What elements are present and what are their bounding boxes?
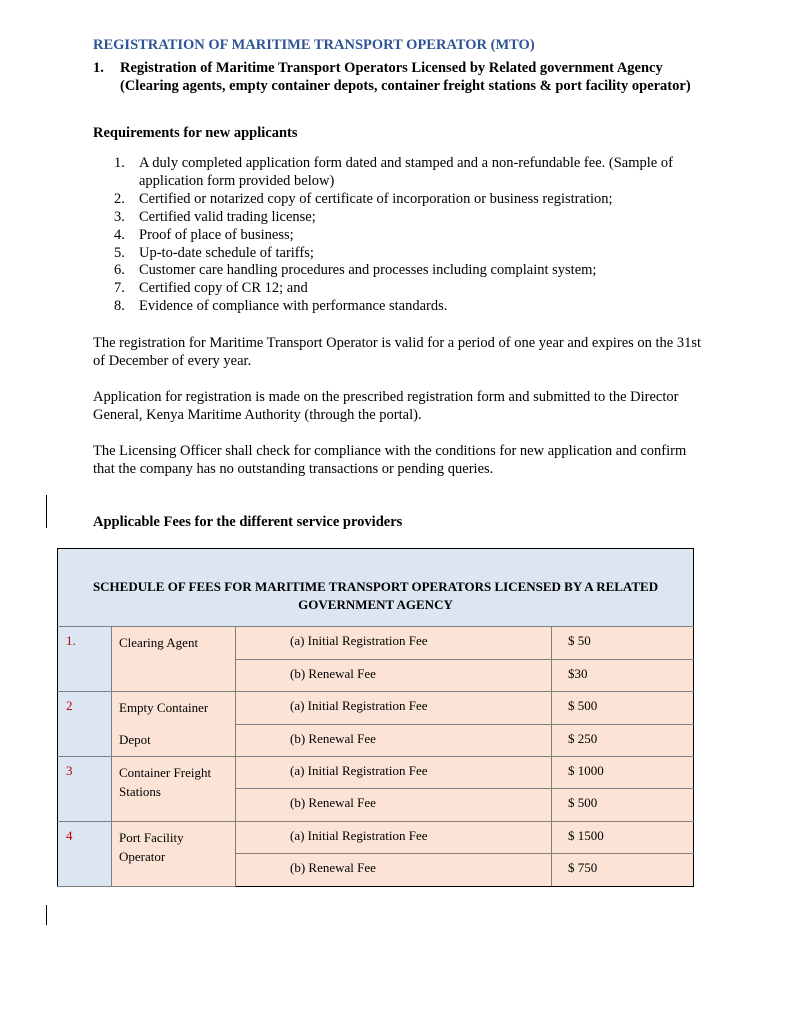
section-1-title: Registration of Maritime Transport Operators Licensed by Related government Agency (Clearing agents, empty container depots, container freight stations & port facility operator) (120, 60, 691, 94)
main-heading: REGISTRATION OF MARITIME TRANSPORT OPERATOR (MTO) (93, 37, 535, 53)
fee-item: (b) Renewal Fee (236, 789, 552, 821)
row-index: 2 (58, 692, 112, 757)
provider-name (112, 821, 236, 886)
list-item-number: 2. (114, 190, 125, 207)
row-index: 1. (58, 627, 112, 692)
fee-item: (a) Initial Registration Fee (236, 627, 552, 659)
provider-name (112, 692, 236, 757)
provider-line: Port Facility (119, 829, 184, 845)
table-header: SCHEDULE OF FEES FOR MARITIME TRANSPORT OPERATORS LICENSED BY A RELATED GOVERNMENT AGENCY (58, 549, 694, 627)
fee-amount: $30 (552, 659, 694, 691)
fee-item: (a) Initial Registration Fee (236, 757, 552, 789)
row-index: 3 (58, 757, 112, 822)
fees-heading: Applicable Fees for the different service providers (93, 514, 403, 530)
validity-paragraph: The registration for Maritime Transport Operator is valid for a period of one year and expires on the 31st of December of every year. (93, 335, 702, 369)
list-item (93, 280, 703, 298)
fee-item: (b) Renewal Fee (236, 659, 552, 691)
provider-line: Depot (119, 732, 151, 748)
provider-name (112, 627, 236, 692)
licensing-paragraph: The Licensing Officer shall check for compliance with the conditions for new application and confirm that the company has no outstanding transactions or pending queries. (93, 443, 687, 477)
list-item-number: 4. (114, 226, 125, 243)
fee-item: (b) Renewal Fee (236, 724, 552, 756)
list-item (93, 191, 703, 209)
provider-line: Empty Container (119, 700, 209, 716)
fee-amount: $ 1500 (552, 821, 694, 853)
fee-amount: $ 750 (552, 854, 694, 887)
list-item (93, 245, 703, 263)
provider-line: Clearing Agent (119, 635, 199, 651)
fee-item: (b) Renewal Fee (236, 854, 552, 887)
fee-item: (a) Initial Registration Fee (236, 692, 552, 724)
list-item (93, 209, 703, 227)
list-item-text: Evidence of compliance with performance standards. (139, 298, 448, 315)
application-paragraph: Application for registration is made on the prescribed registration form and submitted to the Director General, Kenya Maritime Authority (through the portal). (93, 389, 679, 423)
table-header-row (58, 549, 694, 627)
section-1-number: 1. (93, 60, 104, 76)
text-cursor (46, 495, 47, 528)
provider-line: Container Freight (119, 765, 212, 781)
text-cursor (46, 905, 47, 925)
list-item (93, 227, 703, 245)
list-item (93, 155, 703, 191)
list-item-text: Certified or notarized copy of certificate of incorporation or business registration; (139, 190, 613, 207)
provider-line: Stations (119, 784, 161, 800)
fee-amount: $ 500 (552, 789, 694, 821)
list-item-number: 1. (114, 155, 125, 171)
table-row (58, 627, 694, 659)
list-item-text: Certified copy of CR 12; and (139, 280, 308, 297)
list-item-text: Customer care handling procedures and processes including complaint system; (139, 262, 597, 279)
list-item-text: Proof of place of business; (139, 226, 294, 243)
table-row (58, 757, 694, 789)
fee-item: (a) Initial Registration Fee (236, 821, 552, 853)
requirements-list (93, 155, 703, 316)
fee-amount: $ 1000 (552, 757, 694, 789)
fee-amount: $ 50 (552, 627, 694, 659)
list-item-text: Certified valid trading license; (139, 208, 316, 225)
list-item (93, 262, 703, 280)
requirements-heading: Requirements for new applicants (93, 125, 298, 141)
fee-amount: $ 500 (552, 692, 694, 724)
table-row (58, 692, 694, 724)
fee-amount: $ 250 (552, 724, 694, 756)
list-item-text: Up-to-date schedule of tariffs; (139, 244, 314, 261)
list-item-number: 8. (114, 298, 125, 315)
list-item-number: 6. (114, 262, 125, 279)
list-item-number: 5. (114, 244, 125, 261)
table-row (58, 821, 694, 853)
list-item-number: 7. (114, 280, 125, 297)
list-item (93, 298, 703, 316)
provider-name (112, 757, 236, 822)
row-index: 4 (58, 821, 112, 886)
provider-line: Operator (119, 848, 166, 864)
list-item-text: A duly completed application form dated and stamped and a non-refundable fee. (Sample of application form provided below) (139, 155, 673, 189)
section-1-heading (93, 59, 693, 95)
fee-schedule-table (57, 548, 694, 887)
list-item-number: 3. (114, 208, 125, 225)
